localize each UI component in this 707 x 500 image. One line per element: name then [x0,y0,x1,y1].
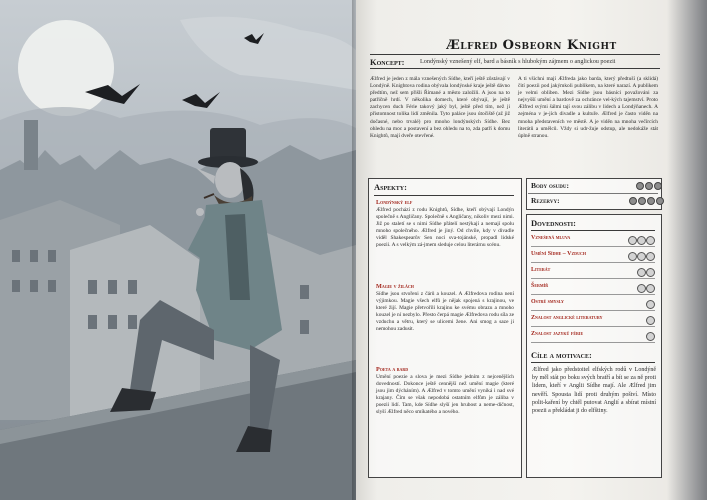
aspects-rule [374,195,514,196]
skill-divider [531,342,655,343]
skill-divider [531,326,655,327]
skill-label: Ostré smysly [531,299,564,305]
skills-rule [531,230,655,231]
reserve-dot[interactable] [647,197,655,205]
aspect-name: Poeta a bard [376,366,409,373]
goals-text: Ælfred jako předstoitel elfských rodů v Londýně by měl stát po boku svých bratří a bít se za ně proti lidem, kteří v Anglii Sídhe mají. Ale Ælfred jim nevěří. Spousta lidí proti druhým poštví. Místo polit-kaření by chtěl putovat Anglií a sbírat místní poezii a překládat ji do elfštiny. [532,367,656,415]
skill-rank-circle[interactable] [637,252,646,261]
aspect-text: Ælfred pochází z rodu Knightů, Sídhe, kteří obývají Londýn společně s Angličany. Společně s Angličany, nikoliv mezi nimi. Již po staletí se s nimi Sídhe přátelí nestýkají a nemají spolu mnoho společného. Ælfred je jiný. Od chvíle, kdy v divadle viděl Shakespearův Sen noci sva-tojánské, propadl lidské poezii. A s velkým zá-jmem sleduje celou literárnu scénu. [376,207,514,249]
concept-rule [370,68,660,69]
skill-divider [531,278,655,279]
character-title: Ælfred Osbeorn Knight [446,38,617,53]
intro-text-right: A ti všichni mají Ælfreda jako barda, který předtuší (a sklidá) čití poezii pod jakýmkoli publikem, na které narazí. A publikem je velmi obliben. Mezi Sídhe jsou básníci považováni za nejvyšší umění a bardově za ochránce vel-kých tajemství. Proto Ælfred svými šálmi tají svou zálibu v lidech a Londýňanech. A zejména v je-jích divadle a kultuře. Ælfred je často viděn na mnoha představeních ve městě. A je viděn na mnoha večírcích literátů a umělců. Vždy si udr-žuje odstup, ale nedokáže stát úplně stranou. [518,76,658,139]
skill-rank-circle[interactable] [646,252,655,261]
reserves-dots [629,197,664,205]
reserve-dot[interactable] [638,197,646,205]
skill-label: Literát [531,267,551,273]
concept-label: Koncept: [370,57,405,67]
skill-rank-circle[interactable] [637,236,646,245]
moon-shape [18,20,114,116]
skills-heading: Dovednosti: [531,218,576,228]
aspects-heading: Aspekty: [374,182,407,192]
skill-rank-circle[interactable] [646,316,655,325]
goals-rule [531,362,655,363]
fate-points-dots [636,182,662,190]
aspect-text: Umění poezie a slova je mezi Sídhe jedním z nejcenějších dovedností. Dokonce ještě cennější než umění magie (které jsou jim dýcháním). A Ælfred v tomto umění vyniká i nad své krajany. Čím se však nepodobá ostatním elfům je záliba v poezii lidí. Tam, kde Sídhe slyší jen hrubost a neme-dičnost, slyší Ælfred něco smíkatého a nového. [376,374,514,416]
fate-point-dot[interactable] [645,182,653,190]
fate-point-dot[interactable] [636,182,644,190]
fate-points-label: Body osudu: [531,181,569,190]
skill-divider [531,262,655,263]
skill-rank-circle[interactable] [646,284,655,293]
stats-divider [528,193,658,194]
concept-text: Londýnský vznešený elf, bard a básník s hlubokým zájmem o anglickou poezii [420,58,616,65]
skill-label: Znalost jazyků férie [531,331,584,337]
skill-label: Vznešená mluva [531,235,571,241]
intro-text-left: Ælfred je jeden z mála vznešených Sídhe, kteří ještě zůstávají v Londýně. Knightova rodina obývala londýnské kraje ještě dávno předtím, než sem přišli Římané a město založili. A jsou na to patřičně hrdí. V několika domech, které obývají, je ještě zachycen duch Férie takový jaký byl, ještě před tím, než ji přistomnost tolika lidí změnila. Tyto paláce jsou útočiště (až již dočasné, nebo trvalé) pro mnoho londýnských Sídhe. Bez ohledu na moc a postavení a bez ohledu na to, zda patří k domu Knightů, mají dveře otevřené. [370,76,510,139]
aspect-text: Sídhe jsou stvořeni z čárů a kouzel. A Ælfredova rodina není výjimkou. Magie všech elfů je nějak spojená s krajinou, ve které žijí. Magie přetvořili krajinu ke svému obrazu a mnoho kouzel je ní nezbylo. Přesto čerpá magie Ælfredova rodu síla ze vzduchu a větru, který se ulicemi žene. Ani smog a saze ji nemohou zadusit. [376,291,514,333]
skill-divider [531,310,655,311]
skill-rank-circle[interactable] [646,268,655,277]
skill-rank-circle[interactable] [628,252,637,261]
skill-label: Umění Sídhe – Vzduch [531,251,586,257]
skill-divider [531,246,655,247]
skill-label: Znalost anglické literatury [531,315,603,321]
title-rule [370,54,660,55]
reserve-dot[interactable] [656,197,664,205]
aspect-name: Londýnský elf [376,199,413,206]
skill-rank-circle[interactable] [637,268,646,277]
skill-divider [531,294,655,295]
skill-rank-circle[interactable] [646,332,655,341]
page-edge-decoration [667,0,707,500]
skill-rank-circle[interactable] [628,236,637,245]
skill-rank-circle[interactable] [646,236,655,245]
reserves-label: Rezervy: [531,196,560,205]
aspect-name: Magie v žilách [376,283,414,290]
fate-point-dot[interactable] [654,182,662,190]
skill-label: Šermíř [531,283,549,289]
character-sheet [356,0,707,500]
reserve-dot[interactable] [629,197,637,205]
skill-rank-circle[interactable] [646,300,655,309]
skill-rank-circle[interactable] [637,284,646,293]
goals-heading: Cíle a motivace: [531,350,592,360]
